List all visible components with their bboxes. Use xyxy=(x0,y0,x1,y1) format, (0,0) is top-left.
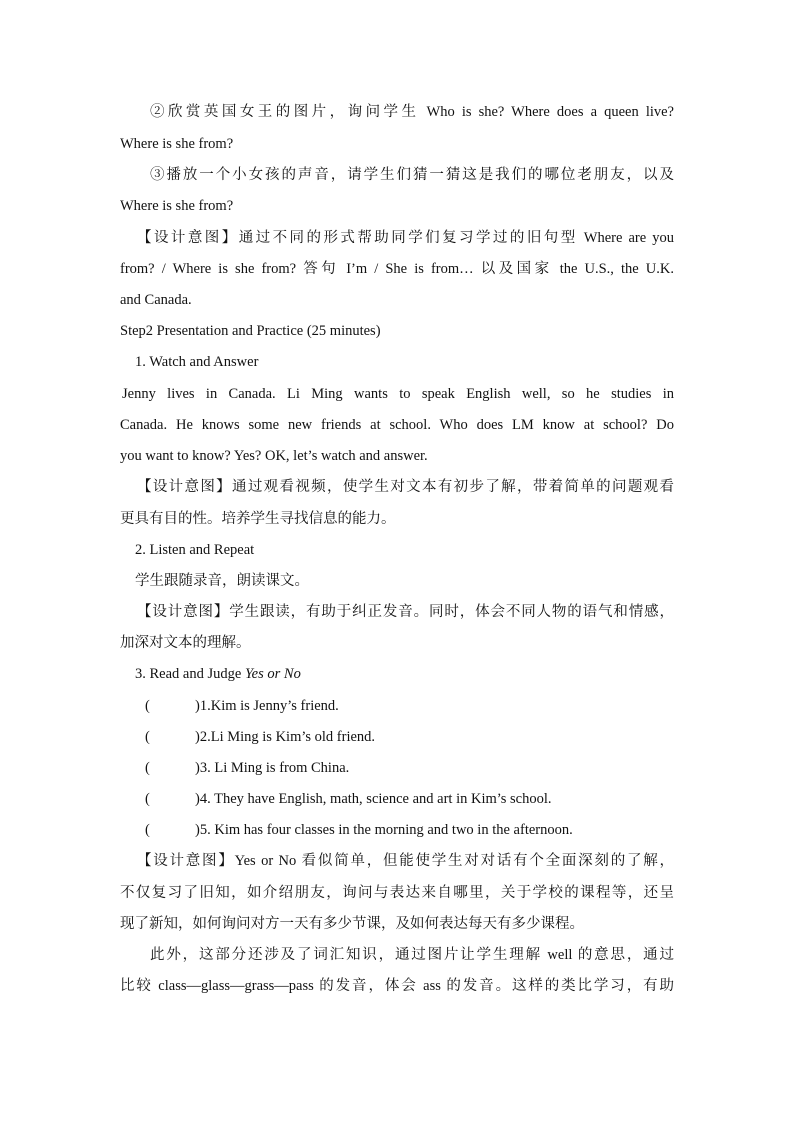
judge-item: ( )2.Li Ming is Kim’s old friend. xyxy=(145,729,376,745)
subheading: 2. Listen and Repeat xyxy=(135,542,255,558)
design-intent-line: 【设计意图】学生跟读，有助于纠正发音。同时，体会不同人物的语气和情感， xyxy=(137,604,674,620)
answer-blank: ( xyxy=(145,760,150,776)
paragraph-line: 此外，这部分还涉及了词汇知识，通过图片让学生理解 well 的意思，通过 xyxy=(150,947,674,963)
paragraph-line: 更具有目的性。培养学生寻找信息的能力。 xyxy=(120,511,396,527)
paragraph-line: ②欣赏英国女王的图片，询问学生 Who is she? Where does a queen live? xyxy=(150,104,674,120)
judge-item: ( )3. Li Ming is from China. xyxy=(145,760,350,776)
paragraph-line: 现了新知，如何询问对方一天有多少节课，及如何表达每天有多少课程。 xyxy=(120,916,584,932)
paragraph-line: Where is she from? xyxy=(120,136,234,152)
judge-item: ( )4. They have English, math, science and art in Kim’s school. xyxy=(145,791,552,807)
paragraph-line: 不仅复习了旧知，如介绍朋友，询问与表达来自哪里，关于学校的课程等，还呈 xyxy=(120,885,674,901)
judge-item: ( )1.Kim is Jenny’s friend. xyxy=(145,698,339,714)
judge-item: ( )5. Kim has four classes in the morning and two in the afternoon. xyxy=(145,822,573,838)
subheading: 1. Watch and Answer xyxy=(135,354,259,370)
answer-blank: ( xyxy=(145,729,150,745)
paragraph-line: 加深对文本的理解。 xyxy=(120,635,251,651)
paragraph-line: 比较 class—glass—grass—pass 的发音，体会 ass 的发音。这样的类比学习，有助 xyxy=(120,978,674,994)
answer-blank: ( xyxy=(145,791,150,807)
judge-text: 4. They have English, math, science and art in Kim’s school. xyxy=(199,791,552,807)
subheading-text: 3. Read and Judge xyxy=(135,666,245,682)
paragraph-line: Jenny lives in Canada. Li Ming wants to speak English well, so he studies in xyxy=(122,386,674,402)
paragraph-line: Canada. He knows some new friends at school. Who does LM know at school? Do xyxy=(120,417,674,433)
answer-blank: ( xyxy=(145,698,150,714)
judge-text: 5. Kim has four classes in the morning and two in the afternoon. xyxy=(199,822,573,838)
paragraph-line: from? / Where is she from? 答句 I’m / She is from… 以及国家 the U.S., the U.K. xyxy=(120,261,674,277)
judge-text: 2.Li Ming is Kim’s old friend. xyxy=(199,729,376,745)
paragraph-line: and Canada. xyxy=(120,292,192,308)
answer-blank: ( xyxy=(145,822,150,838)
design-intent-line: 【设计意图】通过观看视频，使学生对文本有初步了解，带着简单的问题观看 xyxy=(137,479,674,495)
subheading-italic: Yes or No xyxy=(244,666,301,682)
paragraph-line: you want to know? Yes? OK, let’s watch and answer. xyxy=(120,448,428,464)
judge-text: 1.Kim is Jenny’s friend. xyxy=(199,698,339,714)
paragraph-line: ③播放一个小女孩的声音，请学生们猜一猜这是我们的哪位老朋友，以及 xyxy=(150,167,674,183)
design-intent-line: 【设计意图】Yes or No 看似简单，但能使学生对对话有个全面深刻的了解， xyxy=(137,853,674,869)
step-heading: Step2 Presentation and Practice (25 minutes) xyxy=(120,323,381,339)
paragraph-line: Where is she from? xyxy=(120,198,234,214)
paragraph-line: 学生跟随录音，朗读课文。 xyxy=(135,573,309,589)
design-intent-line: 【设计意图】通过不同的形式帮助同学们复习学过的旧句型 Where are you xyxy=(137,230,674,246)
judge-text: 3. Li Ming is from China. xyxy=(199,760,350,776)
subheading xyxy=(135,664,689,684)
